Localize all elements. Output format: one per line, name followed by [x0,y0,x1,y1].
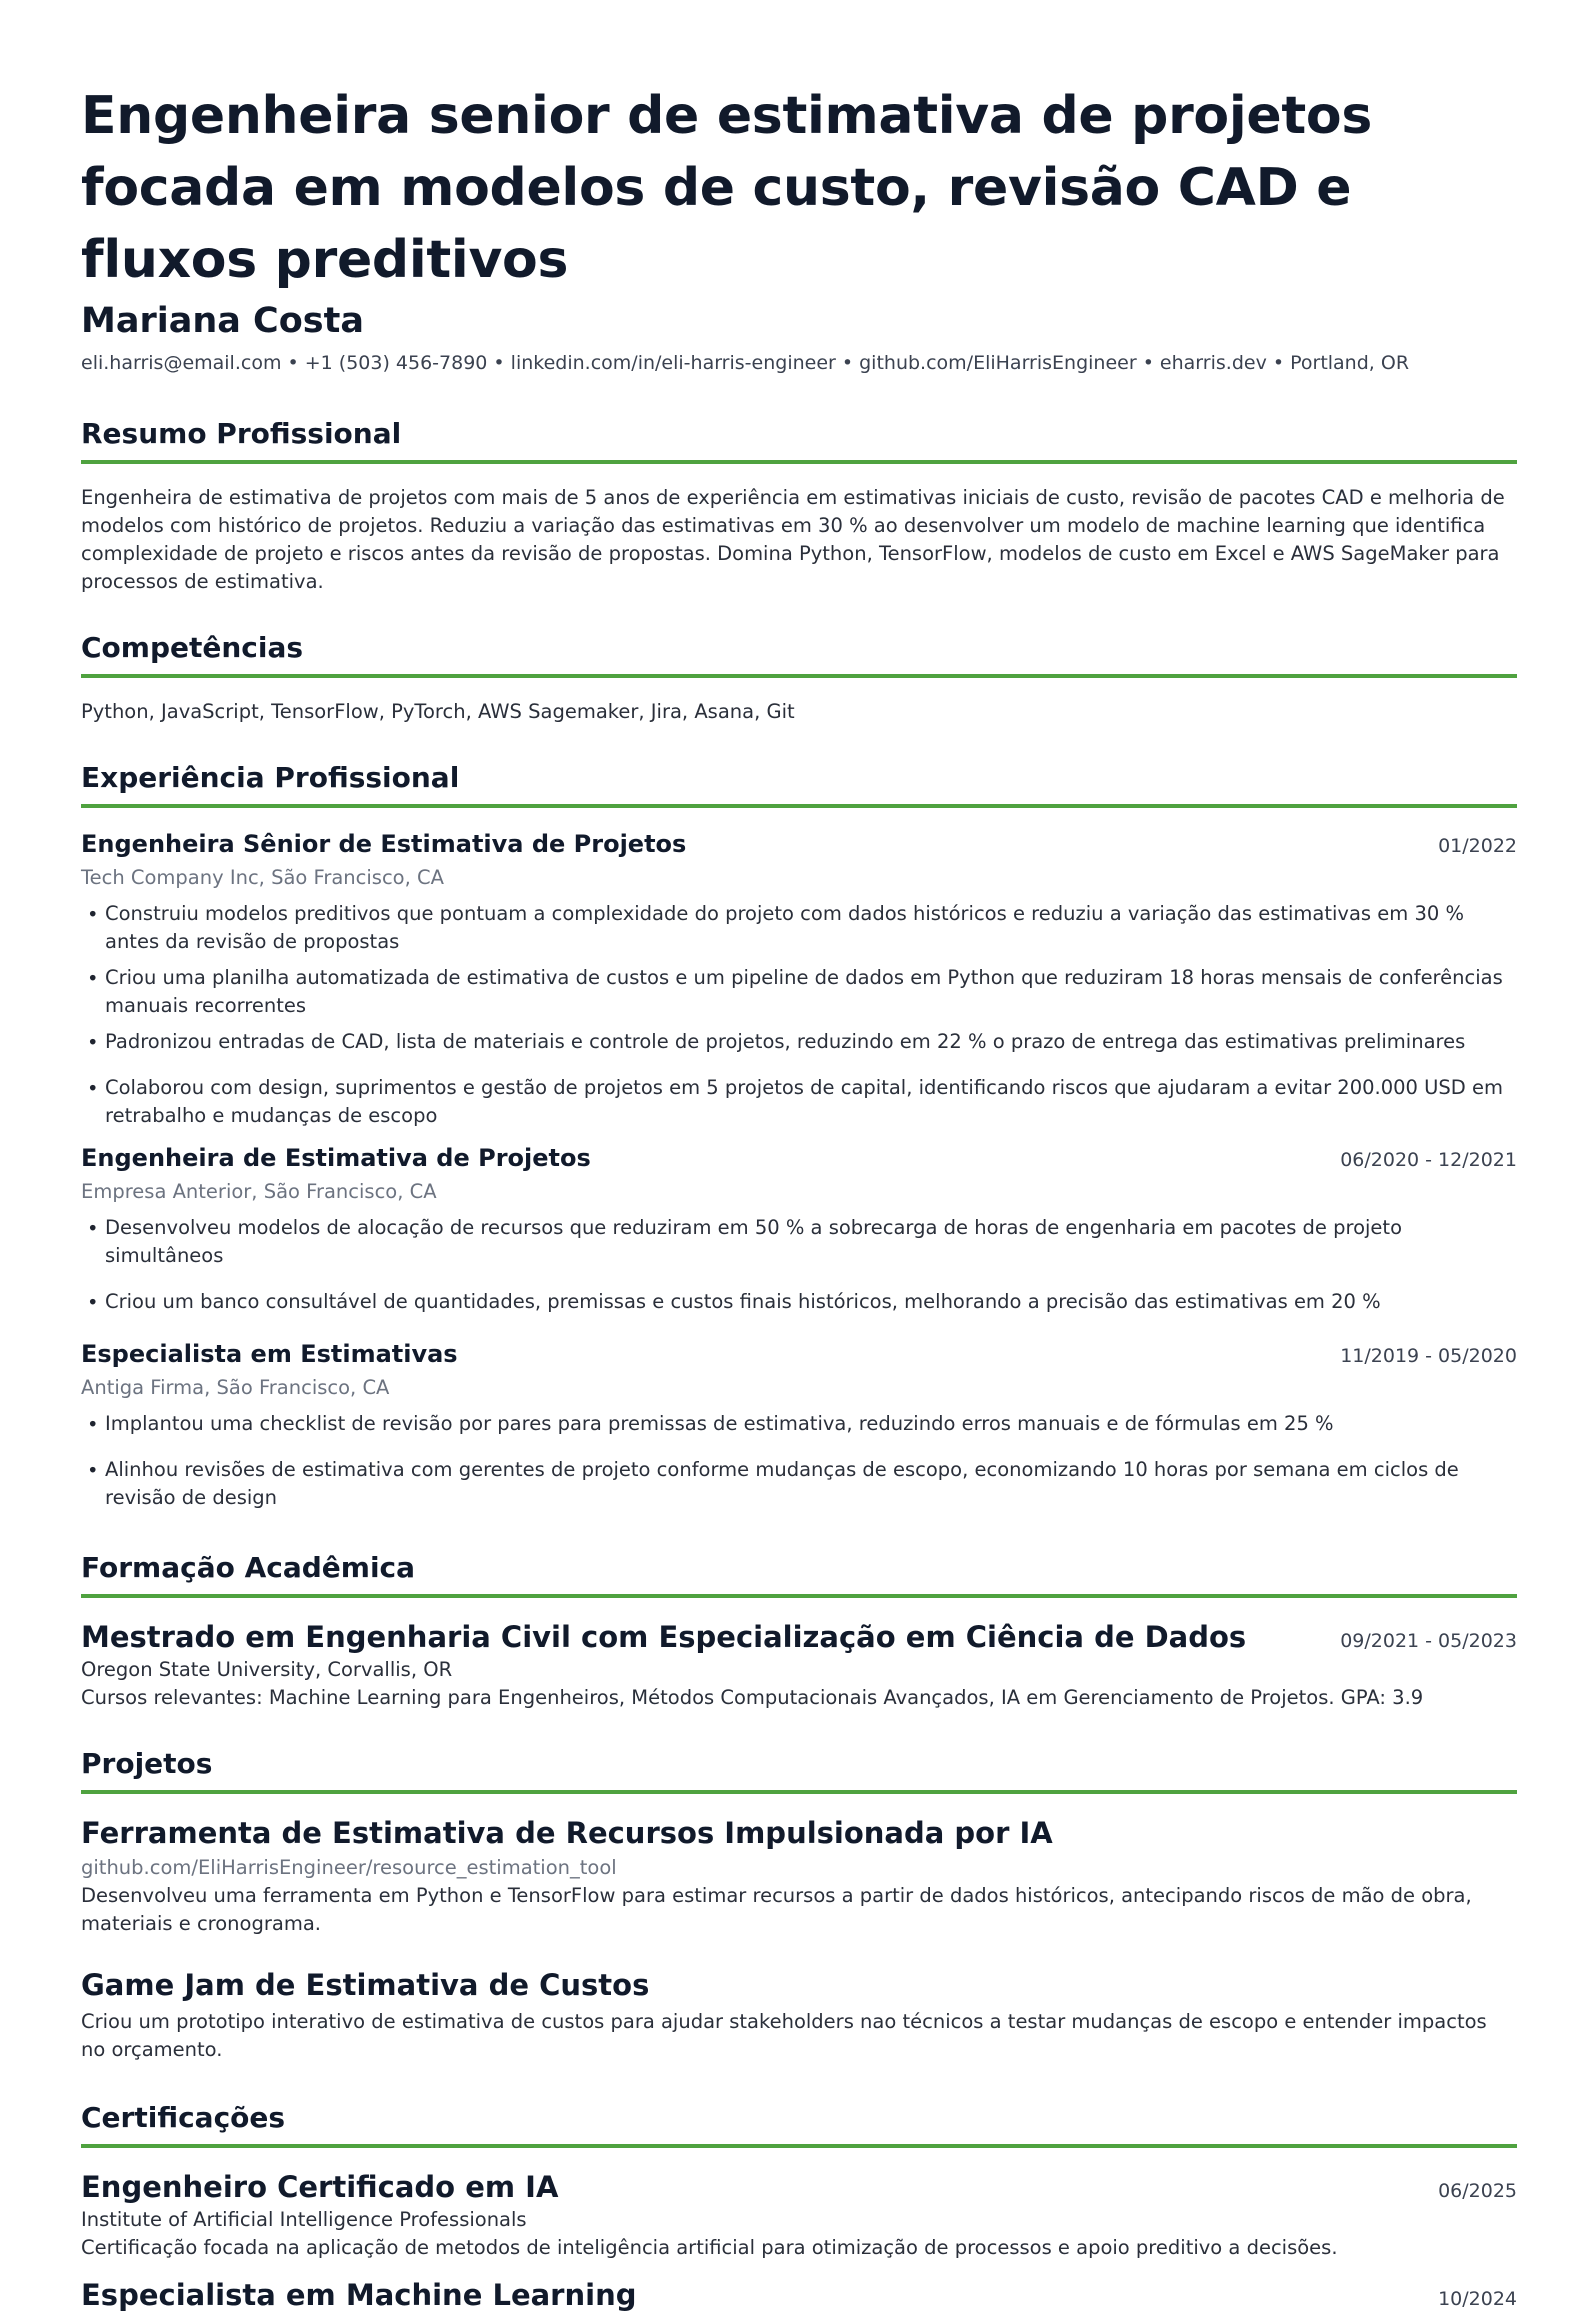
education-entry [81,1618,1517,1712]
skills-section [81,630,1517,726]
job-title: Engenheira Sênior de Estimativa de Projetos [81,830,687,858]
project-description: Desenvolveu uma ferramenta em Python e TensorFlow para estimar recursos a partir de dados históricos, antecipando riscos de mão de obra, materiais e cronograma. [81,1884,1472,1935]
education-heading: Formação Acadêmica [81,1550,1517,1598]
degree-title: Mestrado em Engenharia Civil com Especialização em Ciência de Dados [81,1620,1247,1654]
summary-heading: Resumo Profissional [81,416,1517,464]
certification-entry [81,2168,1517,2262]
job-bullet: • Implantou uma checklist de revisão por pares para premissas de estimativa, reduzindo erros manuais e de fórmulas em 25 % [81,1410,1517,1438]
job-bullet: • Construiu modelos preditivos que pontuam a complexidade do projeto com dados históricos e reduziu a variação das estimativas em 30 % antes da revisão de propostas [81,900,1517,956]
resume-page [81,80,1517,2314]
project-entry [81,1966,1517,2064]
certifications-heading: Certificações [81,2100,1517,2148]
project-title: Ferramenta de Estimativa de Recursos Impulsionada por IA [81,1816,1053,1850]
school-name: Oregon State University, Corvallis, OR [81,1658,453,1681]
project-link[interactable]: github.com/EliHarrisEngineer/resource_estimation_tool [81,1856,617,1879]
resume-headline: Engenheira senior de estimativa de projetos focada em modelos de custo, revisão CAD e fluxos preditivos [81,86,1372,290]
job-date: 11/2019 - 05/2020 [1340,1345,1517,1367]
job-title: Especialista em Estimativas [81,1340,458,1368]
experience-section [81,760,1517,1512]
projects-heading: Projetos [81,1746,1517,1794]
job-company: Antiga Firma, São Francisco, CA [81,1376,390,1399]
job-bullets [81,1214,1517,1316]
job-bullet: • Alinhou revisões de estimativa com gerentes de projeto conforme mudanças de escopo, economizando 10 horas por semana em ciclos de revisão de design [81,1456,1517,1512]
certification-description: Certificação focada na aplicação de metodos de inteligência artificial para otimização de processos e apoio preditivo a decisões. [81,2236,1338,2259]
job-bullet: • Desenvolveu modelos de alocação de recursos que reduziram em 50 % a sobrecarga de horas de engenharia em pacotes de projeto simultâneos [81,1214,1517,1270]
certification-entry [81,2276,1517,2314]
certification-issuer: Institute of Artificial Intelligence Professionals [81,2208,527,2231]
job-bullet: • Colaborou com design, suprimentos e gestão de projetos em 5 projetos de capital, identificando riscos que ajudaram a evitar 200.000 USD em retrabalho e mudanças de escopo [81,1074,1517,1130]
job-company: Tech Company Inc, São Francisco, CA [81,866,444,889]
certification-date: 06/2025 [1438,2180,1517,2202]
skills-heading: Competências [81,630,1517,678]
job-bullet: • Padronizou entradas de CAD, lista de materiais e controle de projetos, reduzindo em 22 % o prazo de entrega das estimativas preliminares [81,1028,1517,1056]
summary-section [81,416,1517,596]
job-bullet: • Criou um banco consultável de quantidades, premissas e custos finais históricos, melhorando a precisão das estimativas em 20 % [81,1288,1517,1316]
job-company: Empresa Anterior, São Francisco, CA [81,1180,437,1203]
certification-title: Especialista em Machine Learning [81,2278,637,2312]
relevant-courses: Cursos relevantes: Machine Learning para Engenheiros, Métodos Computacionais Avançados, IA em Gerenciamento de Projetos. GPA: 3.9 [81,1686,1424,1709]
project-description: Criou um prototipo interativo de estimativa de custos para ajudar stakeholders nao técnicos a testar mudanças de escopo e entender impactos no orçamento. [81,2010,1487,2061]
summary-text: Engenheira de estimativa de projetos com mais de 5 anos de experiência em estimativas iniciais de custo, revisão de pacotes CAD e melhoria de modelos com histórico de projetos. Reduziu a variação das estimativas em 30 % ao desenvolver um modelo de machine learning que identifica complexidade de projeto e riscos antes da revisão de propostas. Domina Python, TensorFlow, modelos de custo em Excel e AWS SageMaker para processos de estimativa. [81,486,1505,593]
job-entry [81,1142,1517,1316]
experience-heading: Experiência Profissional [81,760,1517,808]
candidate-name: Mariana Costa [81,301,364,341]
certification-title: Engenheiro Certificado em IA [81,2170,559,2204]
project-entry [81,1814,1517,1938]
job-title: Engenheira de Estimativa de Projetos [81,1144,591,1172]
project-title: Game Jam de Estimativa de Custos [81,1968,650,2002]
contact-line: eli.harris@email.com • +1 (503) 456-7890 • linkedin.com/in/eli-harris-engineer • github.com/EliHarrisEngineer • eharris.dev • Portland, OR [81,352,1410,374]
skills-text: Python, JavaScript, TensorFlow, PyTorch, AWS Sagemaker, Jira, Asana, Git [81,700,795,723]
certification-date: 10/2024 [1438,2288,1517,2310]
job-bullets [81,1410,1517,1512]
projects-section [81,1746,1517,2064]
education-section [81,1550,1517,1712]
job-entry [81,1338,1517,1512]
certifications-section [81,2100,1517,2314]
job-date: 01/2022 [1438,835,1517,857]
job-date: 06/2020 - 12/2021 [1340,1149,1517,1171]
job-entry [81,828,1517,1130]
job-bullet: • Criou uma planilha automatizada de estimativa de custos e um pipeline de dados em Python que reduziram 18 horas mensais de conferências manuais recorrentes [81,964,1517,1020]
education-date: 09/2021 - 05/2023 [1340,1630,1517,1652]
job-bullets [81,900,1517,1130]
